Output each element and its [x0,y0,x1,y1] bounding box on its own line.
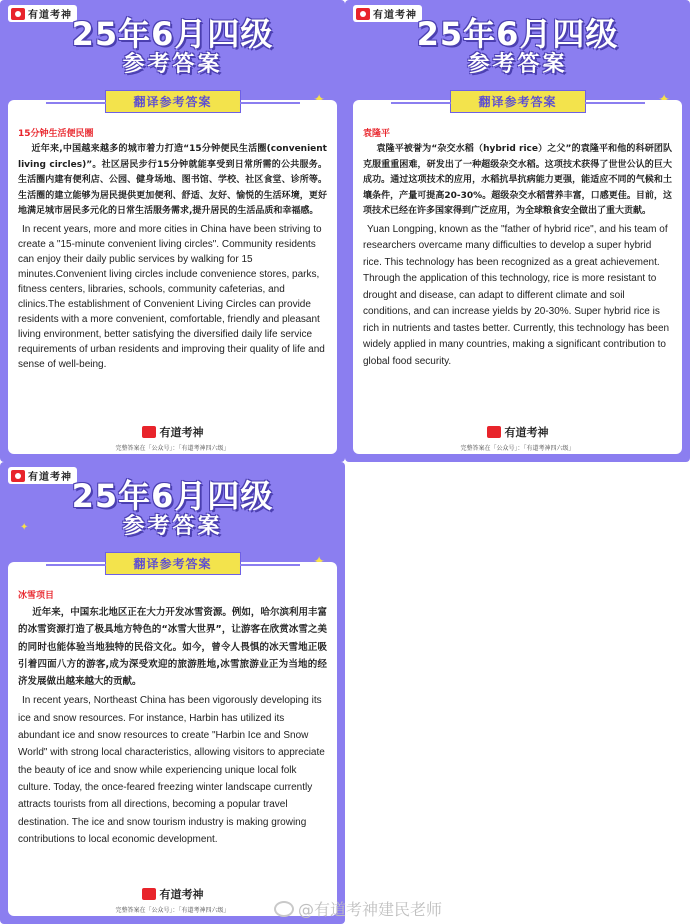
subhead: 参考答案 [122,514,223,539]
footer-brand: 有道考神 [159,426,204,439]
section-tag: 翻译参考答案 [104,552,240,575]
weibo-icon [274,901,294,917]
content-panel [8,95,337,454]
brand-name: 有道考神 [28,10,72,21]
content-panel [353,95,682,454]
footer-logo [8,424,337,440]
footer-note: 完整答案在「公众号」：「有道考神四六级」 [115,445,230,452]
answer-card-1 [0,0,345,462]
brand-logo-icon [487,426,501,438]
translation-body [18,604,327,848]
english-paragraph: In recent years, Northeast China has been vigorously developing its ice and snow resources. For instance, Harbin has utilized its abundant ice and snow resources to create "Harbin Ice and Snow World" with strong local characteristics, allowing visitors to appreciate the beauty of ice and snow while experiencing unique local folk culture. Today, the once-feared freezing winter landscape currently attracts tourists from all directions, becoming a popular travel destination. The ice and snow tourism industry is making growing contributions to local economic development. [18,695,325,845]
topic-title: 袁隆平 [363,129,391,139]
brand-name: 有道考神 [28,472,72,483]
brand-logo-icon [142,888,156,900]
footer-logo [353,424,682,440]
weibo-watermark [274,897,442,920]
sparkle-icon: ✦ [20,522,29,533]
footer-brand: 有道考神 [504,426,549,439]
english-paragraph: In recent years, more and more cities in China have been striving to create a "15-minute convenient living circles". Community residents can enjoy their daily public services by walking for 15 minutes.Convenient living circles include convenience stores, parks, fitness centers, libraries, schools, community cafeterias, and clinics.The establishment of Convenient Living Circles can provide residents with a more convenient, comfortable, friendly and pleasant living environment, better satisfying the diversified daily life service requirements of urban residents and improving their quality of life and sense of well-being. [18,223,325,370]
translation-body [18,142,327,372]
translation-body [363,142,672,370]
footer-brand: 有道考神 [159,888,204,901]
answer-card-3 [0,462,345,924]
section-tag: 翻译参考答案 [449,90,585,113]
headline: 25年6月四级 [416,15,619,53]
watermark-text: @有道考神建民老师 [297,900,442,919]
subhead: 参考答案 [122,52,223,77]
headline: 25年6月四级 [71,477,274,515]
subhead: 参考答案 [467,52,568,77]
chinese-paragraph: 近年来,中国越来越多的城市着力打造“15分钟便民生活圈(convenient living circles)”。社区居民步行15分钟就能享受到日常所需的公共服务。生活圈内建有便利店、公园、健身场地、图书馆、学校、社区食堂、诊所等。生活圈的建立能够为居民提供更加便利、舒适、友好、愉悦的生活环境，更好地满足城市居民多元化的日常生活服务需求,提升居民的生活品质和幸福感。 [18,144,327,216]
section-tag: 翻译参考答案 [104,90,240,113]
content-panel [8,557,337,916]
footer-note: 完整答案在「公众号」：「有道考神四六级」 [115,907,230,914]
topic-title: 冰雪项目 [18,591,55,601]
english-paragraph: Yuan Longping, known as the "father of hybrid rice", and his team of researchers overcame many difficulties to develop a super hybrid rice. This technology has been recognized as a great achievement. Through the application of this technology, rice is more resistant to drought and disease, can adapt to different climate and soil conditions, and can increase yields by 20-30%. Super hybrid rice is rich in nutrients and tastes better. Currently, this technology has been widely applied in many countries, making a significant contribution to global food security. [363,223,670,367]
headline: 25年6月四级 [71,15,274,53]
topic-title: 15分钟生活便民圈 [18,129,94,139]
answer-card-2 [345,0,690,462]
brand-logo-icon [142,426,156,438]
chinese-paragraph: 袁隆平被誉为“杂交水稻（hybrid rice）之父”的袁隆平和他的科研团队克服重重困难，研发出了一种超级杂交水稻。这项技术获得了世世公认的巨大成功。通过这项技术的应用，水稻抗旱抗病能力更强，能适应不同的气候和土壤条件，产量可提高20-30%。超级杂交水稻营养丰富，口感更佳。目前，这项技术已经在许多国家得到广泛应用，为全球粮食安全做出了重大贡献。 [363,144,672,216]
footer-note: 完整答案在「公众号」：「有道考神四六级」 [460,445,575,452]
chinese-paragraph: 近年来，中国东北地区正在大力开发冰雪资源。例如，哈尔滨利用丰富的冰雪资源打造了极具地方特色的“冰雪大世界”，让游客在欣赏冰雪之美的同时也能体验当地独特的民俗文化。如今，曾令人畏惧的冰天雪地正吸引着四面八方的游客,成为深受欢迎的旅游胜地,冰雪旅游业正为当地的经济发展做出越来越大的贡献。 [18,607,327,688]
brand-name: 有道考神 [373,10,417,21]
